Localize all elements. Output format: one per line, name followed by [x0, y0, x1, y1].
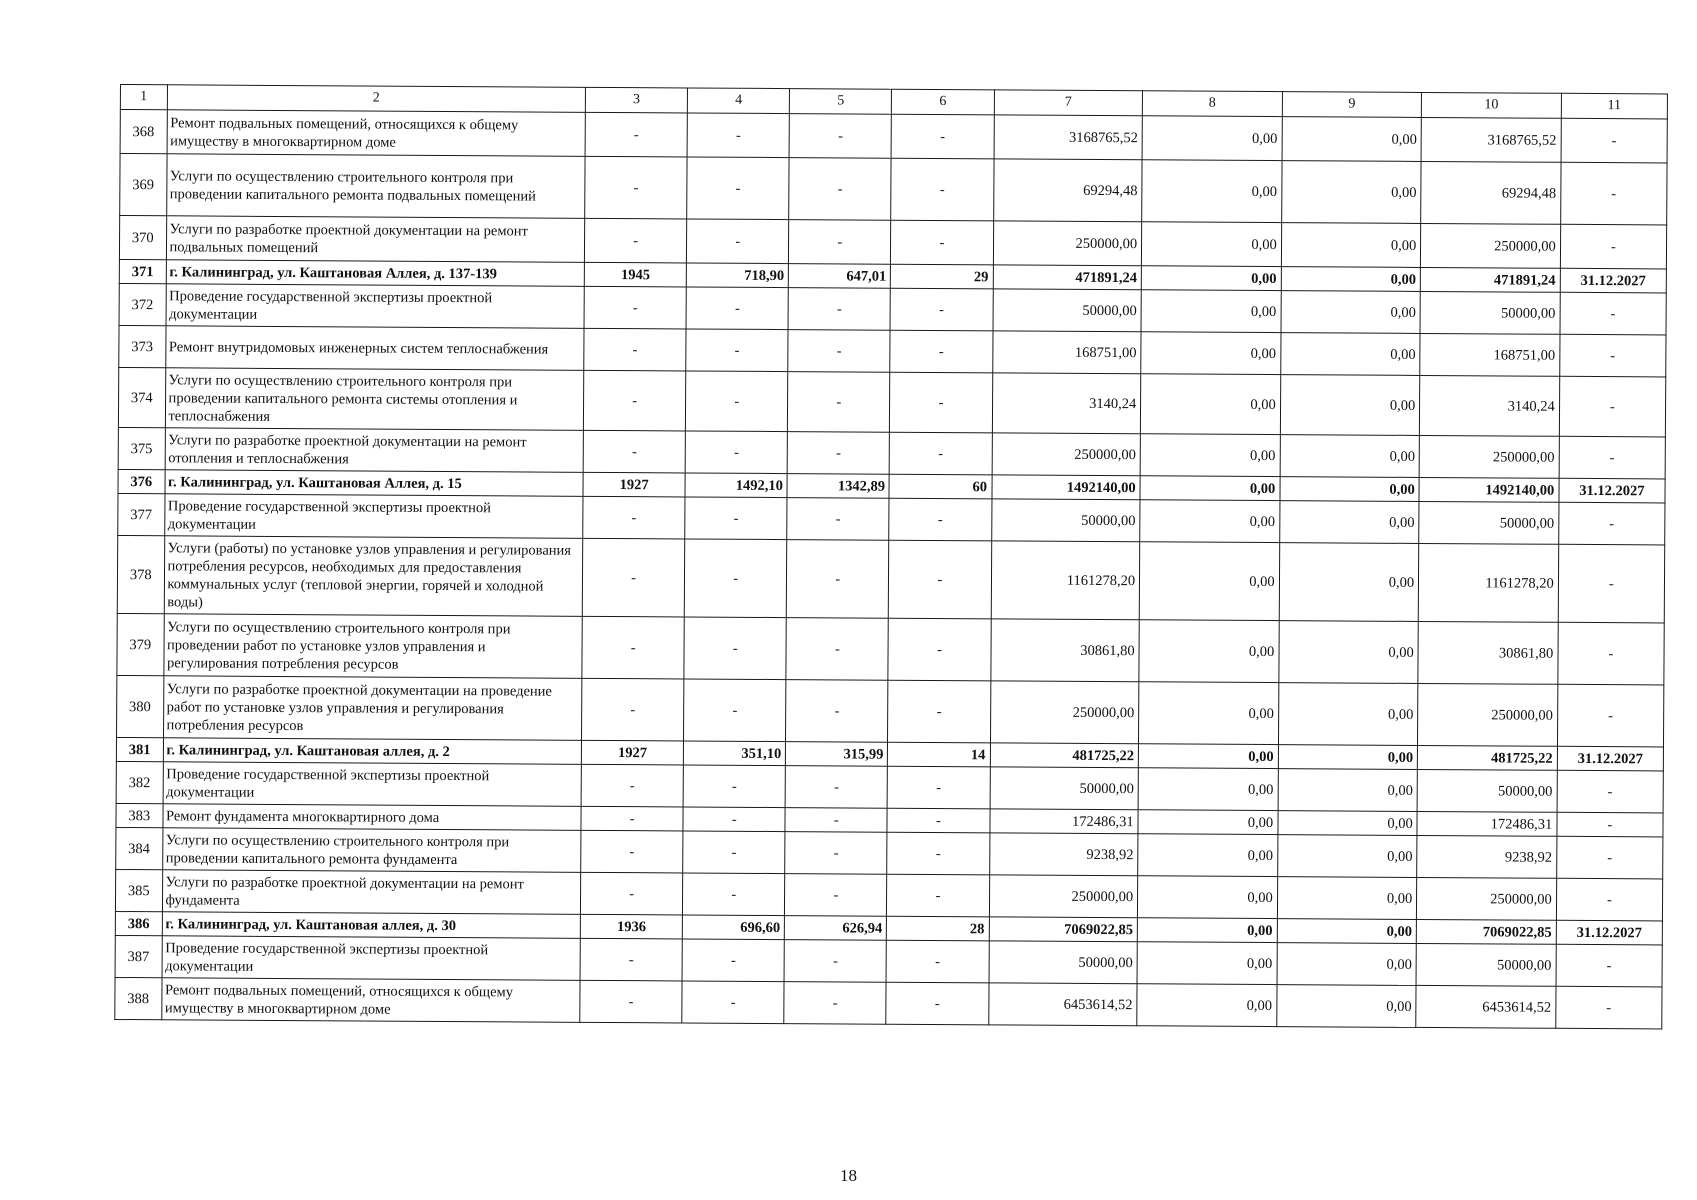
data-table	[114, 84, 1668, 1029]
cost-col8-cell: 0,00	[1139, 620, 1279, 683]
year-cell: -	[580, 938, 682, 981]
cost-col9-cell: 0,00	[1277, 943, 1417, 986]
cost-col8-cell: 0,00	[1138, 876, 1278, 919]
year-cell: 1945	[584, 262, 686, 287]
deadline-cell: -	[1556, 836, 1663, 879]
deadline-cell: -	[1558, 622, 1665, 685]
year-cell: -	[585, 218, 687, 263]
total-cost-cell: 7069022,85	[989, 917, 1138, 942]
residents-cell: -	[887, 874, 989, 917]
table-row	[117, 613, 1664, 684]
year-cell: -	[581, 830, 683, 873]
cost-col9-cell: 0,00	[1277, 835, 1417, 878]
total-cost-cell: 69294,48	[993, 159, 1142, 222]
cost-col8-cell: 0,00	[1137, 918, 1277, 943]
cost-col8-cell: 0,00	[1141, 266, 1281, 291]
total-area-cell: -	[684, 679, 786, 742]
work-description-cell: Услуги по разработке проектной документации на проведение работ по установке узлов управления и регулирования потребления ресурсов	[163, 676, 582, 741]
cost-col9-cell: 0,00	[1280, 435, 1420, 478]
living-area-cell: -	[786, 618, 888, 681]
total-cost-cell: 50000,00	[991, 499, 1140, 542]
cost-col10-cell: 481725,22	[1418, 745, 1558, 770]
residents-cell: 14	[888, 742, 990, 767]
year-cell: -	[584, 328, 686, 371]
row-number-cell: 371	[119, 259, 166, 283]
year-cell: -	[585, 112, 687, 157]
residents-cell: -	[889, 540, 992, 619]
living-area-cell: -	[787, 540, 890, 619]
cost-col9-cell: 0,00	[1280, 375, 1420, 436]
work-description-cell: Проведение государственной экспертизы проектной документации	[166, 284, 585, 329]
header-cell: 3	[585, 87, 687, 113]
cost-col10-cell: 172486,31	[1417, 811, 1557, 836]
total-area-cell: -	[684, 539, 787, 618]
header-cell: 5	[790, 89, 892, 115]
cost-col10-cell: 69294,48	[1421, 161, 1561, 224]
row-number-cell: 372	[119, 283, 166, 325]
work-description-cell: Услуги по разработке проектной документации на ремонт отопления и теплоснабжения	[165, 428, 584, 473]
year-cell: 1936	[580, 914, 682, 939]
cost-col10-cell: 168751,00	[1420, 333, 1560, 376]
total-cost-cell: 30861,80	[990, 619, 1139, 682]
row-number-cell: 386	[115, 911, 162, 935]
work-description-cell: Услуги по осуществлению строительного контроля при проведении капитального ремонта фундамента	[162, 828, 581, 873]
total-cost-cell: 471891,24	[993, 265, 1142, 290]
year-cell: -	[582, 616, 684, 679]
year-cell: -	[584, 286, 686, 329]
work-description-cell: Услуги по осуществлению строительного контроля при проведении работ по установке узлов управления и регулирования потребления ресурсов	[163, 614, 582, 679]
cost-col10-cell: 50000,00	[1420, 291, 1560, 334]
total-area-cell: -	[686, 371, 788, 432]
deadline-cell: -	[1556, 878, 1663, 921]
row-number-cell: 384	[116, 827, 163, 869]
total-area-cell: -	[686, 329, 788, 372]
header-cell: 7	[994, 90, 1143, 116]
table-row	[117, 535, 1664, 622]
deadline-cell: -	[1558, 502, 1665, 545]
living-area-cell: -	[789, 158, 891, 221]
year-cell: -	[581, 764, 683, 807]
cost-col9-cell: 0,00	[1282, 117, 1422, 162]
deadline-cell: 31.12.2027	[1560, 268, 1666, 293]
work-description-cell: Проведение государственной экспертизы проектной документации	[164, 494, 583, 539]
deadline-cell: -	[1557, 684, 1664, 747]
living-area-cell: -	[788, 330, 890, 373]
year-cell: -	[583, 430, 685, 473]
header-cell: 8	[1142, 91, 1282, 117]
row-number-cell: 369	[120, 154, 167, 216]
living-area-cell: 1342,89	[787, 474, 889, 499]
total-cost-cell: 9238,92	[989, 833, 1138, 876]
deadline-cell: -	[1560, 162, 1667, 225]
cost-col10-cell: 250000,00	[1417, 877, 1557, 920]
cost-col9-cell: 0,00	[1278, 683, 1418, 746]
residents-cell: -	[886, 982, 988, 1025]
year-cell: -	[581, 806, 683, 831]
cost-col8-cell: 0,00	[1141, 332, 1281, 375]
total-area-cell: -	[685, 497, 787, 540]
page-number: 18	[840, 1166, 857, 1185]
header-cell: 1	[120, 85, 167, 110]
residents-cell: 29	[891, 264, 993, 289]
cost-col8-cell: 0,00	[1137, 942, 1277, 985]
total-cost-cell: 3168765,52	[994, 115, 1143, 160]
total-area-cell: -	[683, 765, 785, 808]
cost-col9-cell: 0,00	[1276, 985, 1416, 1028]
row-number-cell: 385	[115, 869, 162, 911]
total-cost-cell: 250000,00	[992, 433, 1141, 476]
residents-cell: -	[886, 940, 988, 983]
residents-cell: -	[891, 220, 993, 265]
cost-col8-cell: 0,00	[1138, 768, 1278, 811]
cost-col8-cell: 0,00	[1139, 542, 1279, 621]
deadline-cell: -	[1556, 944, 1663, 987]
cost-col10-cell: 50000,00	[1416, 943, 1556, 986]
total-cost-cell: 172486,31	[989, 809, 1138, 834]
deadline-cell: -	[1559, 334, 1666, 377]
residents-cell: -	[888, 680, 990, 743]
deadline-cell: 31.12.2027	[1556, 920, 1662, 945]
cost-col8-cell: 0,00	[1140, 476, 1280, 501]
cost-col9-cell: 0,00	[1279, 543, 1419, 622]
living-area-cell: -	[788, 372, 890, 433]
cost-col8-cell: 0,00	[1140, 500, 1280, 543]
work-description-cell: Ремонт фундамента многоквартирного дома	[162, 804, 581, 831]
cost-col10-cell: 50000,00	[1419, 501, 1559, 544]
cost-col10-cell: 30861,80	[1418, 621, 1558, 684]
living-area-cell: 647,01	[789, 264, 891, 289]
header-cell: 11	[1561, 93, 1667, 119]
cost-col10-cell: 6453614,52	[1416, 985, 1556, 1028]
cost-col8-cell: 0,00	[1141, 374, 1281, 435]
row-number-cell: 378	[117, 535, 164, 613]
total-area-cell: -	[687, 113, 789, 158]
deadline-cell: -	[1556, 986, 1663, 1029]
table-row	[115, 977, 1662, 1028]
cost-col8-cell: 0,00	[1140, 434, 1280, 477]
deadline-cell: -	[1557, 812, 1663, 837]
work-description-cell: Услуги по разработке проектной документации на ремонт фундамента	[162, 870, 581, 915]
cost-col9-cell: 0,00	[1278, 745, 1418, 770]
residents-cell: -	[891, 114, 993, 159]
total-cost-cell: 50000,00	[989, 941, 1138, 984]
residents-cell: -	[887, 832, 989, 875]
total-area-cell: -	[683, 831, 785, 874]
cost-col9-cell: 0,00	[1281, 161, 1421, 224]
cost-col10-cell: 1161278,20	[1418, 543, 1558, 622]
work-description-cell: Проведение государственной экспертизы проектной документации	[163, 762, 582, 807]
work-description-cell: Услуги по осуществлению строительного контроля при проведении капитального ремонта системы отопления и теплоснабжения	[165, 368, 584, 431]
residents-cell: 28	[887, 916, 989, 941]
cost-col9-cell: 0,00	[1280, 333, 1420, 376]
deadline-cell: 31.12.2027	[1559, 478, 1665, 503]
row-number-cell: 377	[118, 493, 165, 535]
cost-col8-cell: 0,00	[1142, 222, 1282, 267]
residents-cell: 60	[889, 474, 991, 499]
cost-col9-cell: 0,00	[1279, 621, 1419, 684]
residents-cell: -	[888, 766, 990, 809]
total-cost-cell: 250000,00	[990, 681, 1139, 744]
total-area-cell: 1492,10	[685, 473, 787, 498]
total-cost-cell: 250000,00	[993, 221, 1142, 266]
total-area-cell: -	[683, 807, 785, 832]
cost-col9-cell: 0,00	[1278, 811, 1418, 836]
cost-col10-cell: 1492140,00	[1419, 477, 1559, 502]
living-area-cell: -	[785, 874, 887, 917]
row-number-cell: 388	[115, 977, 162, 1019]
deadline-cell: 31.12.2027	[1557, 746, 1663, 771]
year-cell: -	[581, 872, 683, 915]
total-area-cell: -	[687, 157, 789, 220]
residents-cell: -	[890, 432, 992, 475]
residents-cell: -	[888, 618, 990, 681]
cost-col8-cell: 0,00	[1138, 810, 1278, 835]
total-cost-cell: 1492140,00	[992, 475, 1141, 500]
deadline-cell: -	[1559, 376, 1666, 437]
cost-col9-cell: 0,00	[1281, 267, 1421, 292]
living-area-cell: -	[789, 114, 891, 159]
deadline-cell: -	[1560, 224, 1667, 269]
work-description-cell: Услуги (работы) по установке узлов управления и регулирования потребления ресурсов, необходимых для предоставления коммунальных услуг (тепловой энергии, горячей и холодной воды)	[164, 536, 583, 617]
header-cell: 10	[1422, 92, 1562, 118]
total-area-cell: -	[686, 287, 788, 330]
work-description-cell: Услуги по осуществлению строительного контроля при проведении капитального ремонта подвальных помещений	[166, 154, 585, 219]
total-cost-cell: 50000,00	[990, 767, 1139, 810]
year-cell: -	[585, 156, 687, 219]
row-number-cell: 383	[116, 803, 163, 827]
header-cell: 4	[688, 88, 790, 114]
cost-col10-cell: 9238,92	[1417, 835, 1557, 878]
year-cell: -	[583, 370, 685, 431]
row-number-cell: 375	[118, 427, 165, 469]
year-cell: -	[582, 538, 685, 617]
work-description-cell: г. Калининград, ул. Каштановая аллея, д. 2	[163, 738, 582, 765]
cost-col8-cell: 0,00	[1138, 834, 1278, 877]
work-description-cell: г. Калининград, ул. Каштановая Аллея, д. 137-139	[166, 260, 585, 287]
work-description-cell: Проведение государственной экспертизы проектной документации	[162, 936, 581, 981]
living-area-cell: -	[786, 680, 888, 743]
cost-col9-cell: 0,00	[1277, 877, 1417, 920]
row-number-cell: 373	[119, 325, 166, 367]
row-number-cell: 382	[116, 761, 163, 803]
total-area-cell: -	[687, 219, 789, 264]
cost-col10-cell: 250000,00	[1418, 683, 1558, 746]
deadline-cell: -	[1561, 118, 1668, 163]
cost-col8-cell: 0,00	[1138, 744, 1278, 769]
living-area-cell: -	[785, 832, 887, 875]
header-cell: 2	[167, 85, 586, 113]
total-cost-cell: 3140,24	[992, 373, 1141, 434]
deadline-cell: -	[1560, 292, 1667, 335]
year-cell: 1927	[581, 740, 683, 765]
cost-col8-cell: 0,00	[1142, 116, 1282, 161]
total-area-cell: -	[685, 431, 787, 474]
work-description-cell: Услуги по разработке проектной документации на ремонт подвальных помещений	[166, 216, 585, 263]
total-area-cell: 351,10	[684, 741, 786, 766]
total-cost-cell: 250000,00	[989, 875, 1138, 918]
work-description-cell: г. Калининград, ул. Каштановая Аллея, д. 15	[164, 470, 583, 497]
header-cell: 9	[1282, 92, 1422, 118]
cost-col10-cell: 50000,00	[1417, 769, 1557, 812]
residents-cell: -	[889, 498, 991, 541]
cost-col10-cell: 471891,24	[1420, 267, 1560, 292]
cost-col8-cell: 0,00	[1141, 290, 1281, 333]
cost-col8-cell: 0,00	[1137, 984, 1277, 1027]
table-row	[118, 367, 1665, 436]
total-area-cell: 718,90	[686, 263, 788, 288]
living-area-cell: -	[789, 220, 891, 265]
header-cell: 6	[892, 89, 994, 115]
row-number-cell: 381	[116, 737, 163, 761]
cost-col9-cell: 0,00	[1277, 919, 1417, 944]
living-area-cell: -	[784, 982, 886, 1025]
deadline-cell: -	[1557, 770, 1664, 813]
row-number-cell: 380	[117, 675, 164, 737]
row-number-cell: 387	[115, 935, 162, 977]
row-number-cell: 376	[118, 469, 165, 493]
work-description-cell: Ремонт внутридомовых инженерных систем теплоснабжения	[165, 326, 584, 371]
row-number-cell: 370	[119, 216, 166, 260]
cost-col8-cell: 0,00	[1142, 160, 1282, 223]
living-area-cell: -	[785, 766, 887, 809]
year-cell: -	[583, 496, 685, 539]
living-area-cell: -	[785, 808, 887, 833]
row-number-cell: 374	[118, 367, 165, 427]
cost-col10-cell: 7069022,85	[1416, 919, 1556, 944]
cost-col9-cell: 0,00	[1281, 291, 1421, 334]
cost-col10-cell: 3168765,52	[1421, 117, 1561, 162]
total-area-cell: -	[682, 939, 784, 982]
cost-col9-cell: 0,00	[1279, 501, 1419, 544]
total-area-cell: 696,60	[682, 915, 784, 940]
cost-col9-cell: 0,00	[1280, 477, 1420, 502]
year-cell: 1927	[583, 472, 685, 497]
work-description-cell: г. Калининград, ул. Каштановая аллея, д. 30	[162, 912, 581, 939]
total-cost-cell: 1161278,20	[991, 541, 1140, 620]
row-number-cell: 379	[117, 613, 164, 675]
residents-cell: -	[890, 372, 992, 433]
living-area-cell: -	[784, 940, 886, 983]
year-cell: -	[580, 980, 682, 1023]
total-cost-cell: 6453614,52	[988, 983, 1137, 1026]
living-area-cell: 315,99	[786, 742, 888, 767]
total-cost-cell: 168751,00	[992, 331, 1141, 374]
deadline-cell: -	[1558, 544, 1665, 623]
residents-cell: -	[890, 330, 992, 373]
living-area-cell: 626,94	[785, 916, 887, 941]
table-row	[120, 154, 1667, 225]
year-cell: -	[582, 678, 684, 741]
total-area-cell: -	[683, 873, 785, 916]
deadline-cell: -	[1559, 436, 1666, 479]
cost-col10-cell: 3140,24	[1420, 375, 1560, 436]
cost-col9-cell: 0,00	[1278, 769, 1418, 812]
cost-col10-cell: 250000,00	[1419, 435, 1559, 478]
living-area-cell: -	[787, 498, 889, 541]
cost-col10-cell: 250000,00	[1421, 223, 1561, 268]
living-area-cell: -	[787, 432, 889, 475]
residents-cell: -	[887, 808, 989, 833]
total-cost-cell: 50000,00	[993, 289, 1142, 332]
work-description-cell: Ремонт подвальных помещений, относящихся к общему имуществу в многоквартирном доме	[161, 978, 580, 1023]
residents-cell: -	[890, 288, 992, 331]
table-row	[117, 675, 1664, 746]
total-area-cell: -	[684, 617, 786, 680]
row-number-cell: 368	[120, 110, 167, 154]
work-description-cell: Ремонт подвальных помещений, относящихся к общему имуществу в многоквартирном доме	[167, 110, 586, 157]
residents-cell: -	[891, 158, 993, 221]
living-area-cell: -	[788, 288, 890, 331]
cost-col9-cell: 0,00	[1281, 223, 1421, 268]
cost-col8-cell: 0,00	[1139, 682, 1279, 745]
total-area-cell: -	[682, 981, 784, 1024]
total-cost-cell: 481725,22	[990, 743, 1139, 768]
